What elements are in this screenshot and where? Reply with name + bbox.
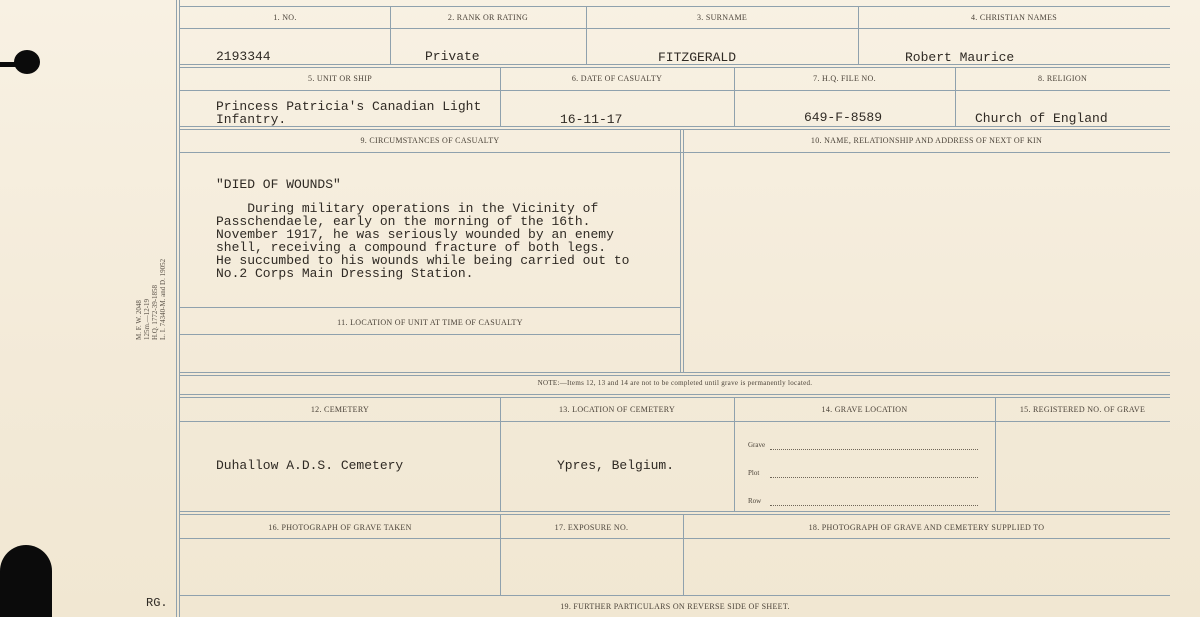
grave-field-label: Grave xyxy=(748,441,766,449)
rule xyxy=(180,372,1170,376)
label-number: 1. NO. xyxy=(273,13,297,22)
label-further-particulars: 19. FURTHER PARTICULARS ON REVERSE SIDE OF SHEET. xyxy=(560,602,790,611)
label-surname: 3. SURNAME xyxy=(696,13,748,22)
value-rank: Private xyxy=(425,49,480,64)
rule xyxy=(500,398,501,511)
rule xyxy=(180,152,1170,153)
rule xyxy=(180,394,1170,398)
plot-dotline xyxy=(770,477,978,478)
label-photo-taken: 16. PHOTOGRAPH OF GRAVE TAKEN xyxy=(268,523,412,532)
value-location-of-cemetery: Ypres, Belgium. xyxy=(557,458,675,473)
label-unit: 5. UNIT OR SHIP xyxy=(308,74,372,83)
value-religion: Church of England xyxy=(975,111,1108,126)
rule xyxy=(180,334,680,335)
label-circumstances: 9. CIRCUMSTANCES OF CASUALTY xyxy=(360,136,500,145)
punch-hole-bottom xyxy=(0,545,52,617)
value-hq-file: 649-F-8589 xyxy=(804,110,883,125)
label-location-of-cemetery: 13. LOCATION OF CEMETERY xyxy=(558,405,676,414)
rule xyxy=(180,126,1170,130)
rule xyxy=(180,538,1170,539)
plot-field-label: Plot xyxy=(748,469,760,477)
rule xyxy=(180,307,680,308)
value-cemetery: Duhallow A.D.S. Cemetery xyxy=(216,458,404,473)
form-print-code: M. F. W. 2048 125m.—12-19 H.Q. 1772-39-1858 L. I. 74340-M. and D. 19052 xyxy=(135,258,167,340)
footer-mark: RG. xyxy=(146,596,168,610)
value-christian-names: Robert Maurice xyxy=(905,50,1015,65)
rule xyxy=(180,511,1170,515)
label-unit-location: 11. LOCATION OF UNIT AT TIME OF CASUALTY xyxy=(337,318,523,327)
label-christian-names: 4. CHRISTIAN NAMES xyxy=(970,13,1058,22)
label-religion: 8. RELIGION xyxy=(1037,74,1088,83)
label-photo-supplied-to: 18. PHOTOGRAPH OF GRAVE AND CEMETERY SUPPLIED TO xyxy=(808,523,1045,532)
label-hq-file: 7. H.Q. FILE NO. xyxy=(813,74,876,83)
label-rank: 2. RANK OR RATING xyxy=(447,13,529,22)
rule xyxy=(180,595,1170,596)
value-number: 2193344 xyxy=(216,49,271,64)
label-date-of-casualty: 6. DATE OF CASUALTY xyxy=(571,74,663,83)
value-unit: Princess Patricia's Canadian Light Infantry. xyxy=(216,99,482,127)
label-exposure-no: 17. EXPOSURE NO. xyxy=(554,523,629,532)
value-surname: FITZGERALD xyxy=(658,50,737,65)
rule xyxy=(180,6,1170,7)
row-dotline xyxy=(770,505,978,506)
label-cemetery: 12. CEMETERY xyxy=(310,405,370,414)
note-text: NOTE:—Items 12, 13 and 14 are not to be completed until grave is permanently located. xyxy=(537,379,813,387)
label-next-of-kin: 10. NAME, RELATIONSHIP AND ADDRESS OF NEXT OF KIN xyxy=(810,136,1043,145)
rule xyxy=(180,28,1170,29)
rule xyxy=(995,398,996,511)
value-circumstances-body: During military operations in the Vicinity of Passchendaele, early on the morning of the 16th. November 1917, he was seriously wounded by an enemy shell, receiving a compound fracture of both legs. He succumbed to his wounds while being carried out to No.2 Corps Main Dressing Station. xyxy=(216,201,630,281)
margin-rule xyxy=(176,0,177,617)
rule xyxy=(180,421,1170,422)
rule xyxy=(734,398,735,511)
label-grave-location: 14. GRAVE LOCATION xyxy=(821,405,908,414)
label-registered-no: 15. REGISTERED NO. OF GRAVE xyxy=(1019,405,1146,414)
row-field-label: Row xyxy=(748,497,762,505)
punch-hole-bar xyxy=(0,62,22,67)
rule xyxy=(683,129,684,372)
rule xyxy=(680,129,681,372)
value-date-of-casualty: 16-11-17 xyxy=(560,112,623,127)
grave-dotline xyxy=(770,449,978,450)
rule xyxy=(180,90,1170,91)
value-circumstances-heading: "DIED OF WOUNDS" xyxy=(216,177,341,192)
